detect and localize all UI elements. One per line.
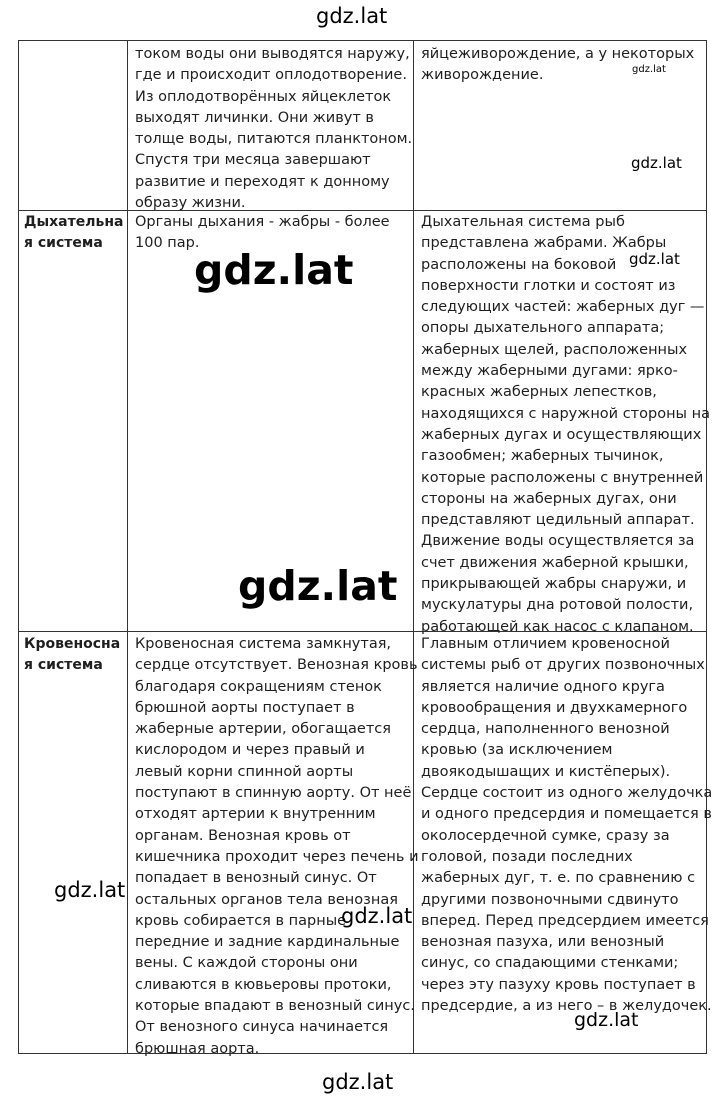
text-line: которые впадают в венозный синус. [135,998,415,1015]
text-line: образу жизни. [135,195,246,212]
text-line: живорождение. [421,67,544,84]
watermark-bottom: gdz.lat [322,1070,394,1094]
watermark-right: gdz.lat [574,1009,639,1031]
text-line: Органы дыхания - жабры - более [135,214,390,230]
text-line: жаберных дугах и осуществляющих [421,426,702,443]
watermark-small-2: gdz.lat [631,154,682,172]
text-line: жаберных дуг, т. е. по сравнению с [421,870,696,887]
text-line: я система [24,657,103,673]
text-line: левый корни спинной аорты [135,763,354,780]
text-line: кровообращения и двухкамерного [421,699,688,716]
text-line: прикрывающей жабры снаружи, и [421,576,687,593]
row1-col2 [135,44,412,214]
text-line: представляют цедильный аппарат. [421,512,695,529]
text-line: От венозного синуса начинается [135,1019,389,1036]
text-line: органам. Венозная кровь от [135,827,351,844]
text-line: Сердце состоит из одного желудочка [421,785,713,802]
watermark-small-1: gdz.lat [632,64,666,75]
text-line: передние и задние кардинальные [135,934,400,951]
text-line: развитие и переходят к донному [135,173,390,190]
text-line: жаберных щелей, расположенных [421,341,688,358]
text-line: синус, со спадающими стенками; [421,955,679,972]
text-line: и одного предсердия и помещается в [421,806,712,823]
watermark-middle: gdz.lat [341,904,413,928]
text-line: расположены на боковой [421,256,617,273]
text-line: где и происходит оплодотворение. [135,67,407,84]
text-line: стороны на жаберных дугах, они [421,490,677,507]
text-line: сердца, наполненного венозной [421,721,670,738]
text-line: Из оплодотворённых яйцеклеток [135,88,392,105]
watermark-left: gdz.lat [54,878,126,902]
text-line: благодаря сокращениям стенок [135,678,382,695]
text-line: брюшная аорта. [135,1040,260,1057]
row2-header [24,212,123,254]
text-line: опоры дыхательного аппарата; [421,320,665,337]
row3-col3 [421,634,712,1017]
text-line: красных жаберных лепестков, [421,384,657,401]
text-line: Дыхательная система рыб [421,214,625,230]
text-line: выходят личинки. Они живут в [135,109,374,126]
text-line: предсердие, а из него – в желудочек. [421,998,712,1015]
text-line: Кровеносна [24,636,121,652]
row3-col2 [135,634,419,1060]
text-line: поверхности глотки и состоят из [421,277,676,294]
text-line: Дыхательна [24,214,124,230]
text-line: я система [24,235,103,251]
text-line: брюшной аорты поступает в [135,699,355,716]
watermark-top: gdz.lat [316,4,388,28]
text-line: 100 пар. [135,235,200,252]
row2-col3 [421,212,710,638]
text-line: кровью (за исключением [421,742,613,759]
text-line: Спустя три месяца завершают [135,152,371,169]
text-line: сливаются в кювьеровы протоки, [135,976,392,993]
text-line: двоякодышащих и кистёперых). [421,763,671,780]
text-line: сердце отсутствует. Венозная кровь [135,657,418,674]
text-line: представлена жабрами. Жабры [421,235,667,252]
text-line: другими позвоночными сдвинуто [421,891,679,908]
text-line: газообмен; жаберных тычинок, [421,448,664,465]
watermark-small-3: gdz.lat [629,250,680,268]
text-line: через эту пазуху кровь поступает в [421,976,696,993]
text-line: головой, позади последних [421,848,633,865]
watermark-large-2: gdz.lat [238,562,398,610]
text-line: яйцеживорождение, а у некоторых [421,46,695,62]
text-line: находящихся с наружной стороны на [421,405,710,422]
text-line: кислородом и через правый и [135,742,365,759]
text-line: между жаберными дугами: ярко- [421,363,678,380]
text-line: кишечника проходит через печень и [135,848,419,865]
text-line: работающей как насос с клапаном. [421,618,694,635]
text-line: счет движения жаберной крышки, [421,554,689,571]
text-line: Движение воды осуществляется за [421,533,695,550]
text-line: попадает в венозный синус. От [135,870,377,887]
text-line: которые расположены с внутренней [421,469,704,486]
text-line: поступают в спинную аорту. От неё [135,785,412,802]
text-line: отходят артерии к внутренним [135,806,376,823]
text-line: мускулатуры дна ротовой полости, [421,597,694,614]
watermark-large-1: gdz.lat [194,246,354,294]
text-line: толще воды, питаются планктоном. [135,131,413,148]
text-line: вены. С каждой стороны они [135,955,358,972]
text-line: является наличие одного круга [421,678,665,695]
text-line: кровь собирается в парные [135,912,347,929]
text-line: околосердечной сумке, сразу за [421,827,670,844]
text-line: током воды они выводятся наружу, [135,46,410,62]
text-line: Главным отличием кровеносной [421,636,670,652]
text-line: остальных органов тела венозная [135,891,398,908]
text-line: Кровеносная система замкнутая, [135,636,392,652]
row3-header [24,634,120,676]
text-line: жаберные артерии, обогащается [135,721,391,738]
column-divider-1 [127,41,128,1053]
text-line: системы рыб от других позвоночных [421,657,705,674]
text-line: венозная пазуха, или венозный [421,934,665,951]
text-line: вперед. Перед предсердием имеется [421,912,709,929]
text-line: следующих частей: жаберных дуг — [421,299,705,316]
